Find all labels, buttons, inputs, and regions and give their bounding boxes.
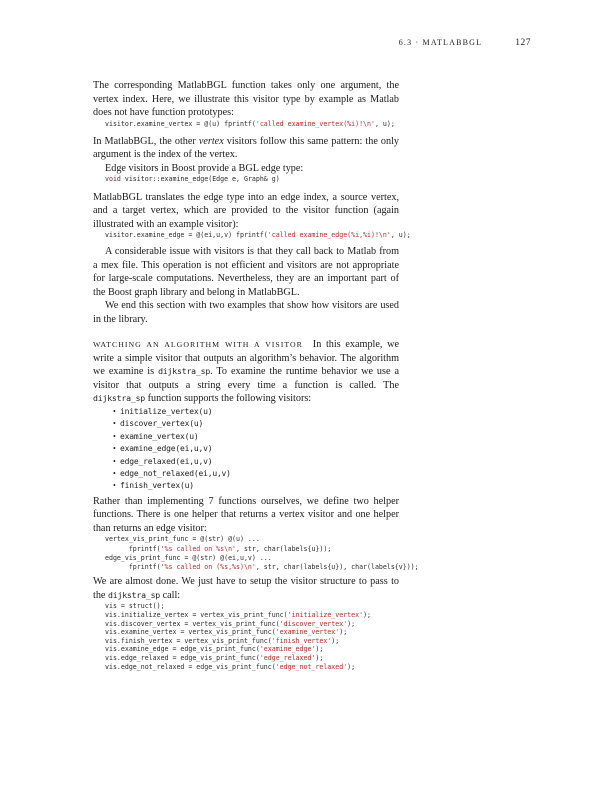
code-string-literal: '%s called on %s\n' (160, 544, 237, 553)
code-text: edge_vis_print_func = @(str) @(ei,u,v) ... (105, 553, 272, 562)
code-string-literal: 'called examine_vertex(%i)!\n' (255, 119, 375, 128)
code-string-literal: 'examine_vertex' (275, 628, 340, 637)
header-section-label: 6.3 · MATLABBGL (398, 38, 483, 47)
code-text: vis.edge_relaxed = edge_vis_print_func( (105, 653, 260, 662)
bullet-item: • examine_edge(ei,u,v) (113, 443, 399, 455)
paragraph-section-end (93, 299, 399, 326)
code-helper-funcs (105, 535, 419, 572)
code-line (105, 637, 399, 646)
text-segment: dijkstra_sp (93, 393, 146, 404)
bullet-item: • edge_relaxed(ei,u,v) (113, 456, 399, 468)
visitor-bullet-list (93, 406, 399, 493)
code-text: vis.examine_vertex = vertex_vis_print_func( (105, 628, 276, 637)
code-line (105, 554, 399, 563)
code-text: , u); (390, 231, 411, 240)
text-segment: WATCHING AN ALGORITHM WITH A VISITOR (93, 340, 303, 350)
code-string-literal: 'discover_vertex' (279, 619, 348, 628)
text-segment: We end this section with two examples that show how visitors are used in the library. (93, 300, 399, 325)
code-string-literal: 'called examine_edge(%i,%i)!\n' (267, 231, 391, 240)
code-text: ); (339, 628, 348, 637)
code-text: ); (363, 611, 372, 620)
text-segment: A considerable issue with visitors is that they call back to Matlab from a mex file. This operation is not efficient and visitors are not appropriate for large-scale computations. Nevertheless, they are an important part of the Boost graph library and belong in MatlabBGL. (93, 246, 399, 298)
code-text: fprintf( (105, 544, 161, 553)
code-examine-edge (105, 231, 411, 240)
code-text: vis.edge_not_relaxed = edge_vis_print_func( (105, 662, 276, 671)
text-segment: Rather than implementing 7 functions ourselves, we define two helper functions. There is one helper that returns a vertex visitor and one helper than returns an edge visitor: (93, 495, 399, 534)
code-string-literal: 'initialize_vertex' (287, 611, 364, 620)
code-text: ); (347, 662, 356, 671)
code-text: ); (315, 653, 324, 662)
code-text: vis.examine_edge = edge_vis_print_func( (105, 645, 260, 654)
text-segment: MatlabBGL translates the edge type into an edge index, a source vertex, and a target vertex, which are provided to the visitor function (again illustrated with an example visitor): (93, 191, 399, 230)
bullet-item: • finish_vertex(u) (113, 480, 399, 492)
code-text: , u); (374, 119, 395, 128)
text-segment: visitors follow this same pattern: the only argument is the index of the vertex. (93, 135, 399, 161)
code-text: ); (331, 636, 340, 645)
code-string-literal: 'edge_relaxed' (259, 653, 316, 662)
paragraph-edge-visitors (93, 162, 399, 176)
code-text: visitor.examine_vertex = @(u) fprintf( (105, 119, 256, 128)
paragraph-helper-functions (93, 495, 399, 536)
text-segment: dijkstra_sp (158, 366, 211, 377)
code-text: vis.finish_vertex = vertex_vis_print_func( (105, 636, 272, 645)
bullet-item: • initialize_vertex(u) (113, 406, 399, 418)
paragraph-vertex-pattern (93, 135, 399, 162)
code-text: ); (347, 619, 356, 628)
code-text: vis = struct(); (105, 602, 165, 611)
code-text: vis.discover_vertex = vertex_vis_print_func( (105, 619, 280, 628)
text-segment: Edge visitors in Boost provide a BGL edge type: (105, 162, 304, 174)
code-text: visitor.examine_edge = @(ei,u,v) fprintf( (105, 231, 268, 240)
text-segment: . To examine the runtime behavior we use a visitor that outputs a string every time a function is called. The (93, 366, 399, 391)
code-string-literal: 'examine_edge' (259, 645, 316, 654)
code-string-literal: '%s called on (%s,%s)\n' (160, 563, 256, 572)
text-segment: vertex (198, 135, 224, 147)
text-segment: We are almost done. We just have to setup the visitor structure to pass to the (93, 576, 399, 601)
bullet-item: • discover_vertex(u) (113, 418, 399, 430)
paragraph-intro (93, 79, 399, 120)
code-line (105, 663, 399, 672)
code-line (105, 120, 399, 129)
code-line (105, 545, 399, 554)
code-line (105, 602, 399, 611)
code-bgl-edge-type (105, 175, 399, 184)
text-segment: function supports the following visitors: (145, 393, 312, 405)
code-line (105, 535, 399, 544)
text-column (93, 0, 419, 671)
bullet-item: • edge_not_relaxed(ei,u,v) (113, 468, 399, 480)
page-number: 127 (515, 38, 531, 48)
code-line (105, 231, 411, 240)
code-text: vertex_vis_print_func = @(str) @(u) ... (105, 535, 260, 544)
code-text: vis.initialize_vertex = vertex_vis_print_func( (105, 611, 288, 620)
code-line (105, 654, 399, 663)
code-text: ); (315, 645, 324, 654)
text-segment: call: (160, 589, 181, 601)
code-text: , str, char(labels{u}), char(labels{v})); (255, 563, 419, 572)
code-text: visitor::examine_edge(Edge e, Graph& g) (120, 175, 280, 184)
text-segment: dijkstra_sp (108, 589, 161, 600)
text-segment: The corresponding MatlabBGL function takes only one argument, the vertex index. Here, we illustrate this visitor type by example as Matlab does not have function prototypes: (93, 80, 399, 118)
code-vis-struct (105, 602, 399, 671)
code-keyword: void (105, 175, 121, 184)
code-line (105, 563, 419, 572)
code-text: , str, char(labels{u})); (236, 544, 332, 553)
code-line (105, 645, 399, 654)
code-string-literal: 'finish_vertex' (271, 636, 332, 645)
text-segment: In this example, we write a simple visitor that outputs an algorithm’s behavior. The algorithm we examine is (93, 339, 399, 378)
paragraph-almost-done (93, 575, 399, 602)
paragraph-edge-translate (93, 191, 399, 232)
bullet-item: • examine_vertex(u) (113, 431, 399, 443)
code-examine-vertex (105, 120, 399, 129)
code-string-literal: 'edge_not_relaxed' (275, 662, 348, 671)
code-line (105, 620, 399, 629)
code-line (105, 611, 399, 620)
code-line (105, 175, 399, 184)
code-line (105, 628, 399, 637)
code-text: fprintf( (105, 563, 161, 572)
paragraph-considerable-issue (93, 245, 399, 299)
text-segment: In MatlabBGL, the other (93, 135, 199, 147)
paragraph-watching-heading (93, 338, 399, 406)
